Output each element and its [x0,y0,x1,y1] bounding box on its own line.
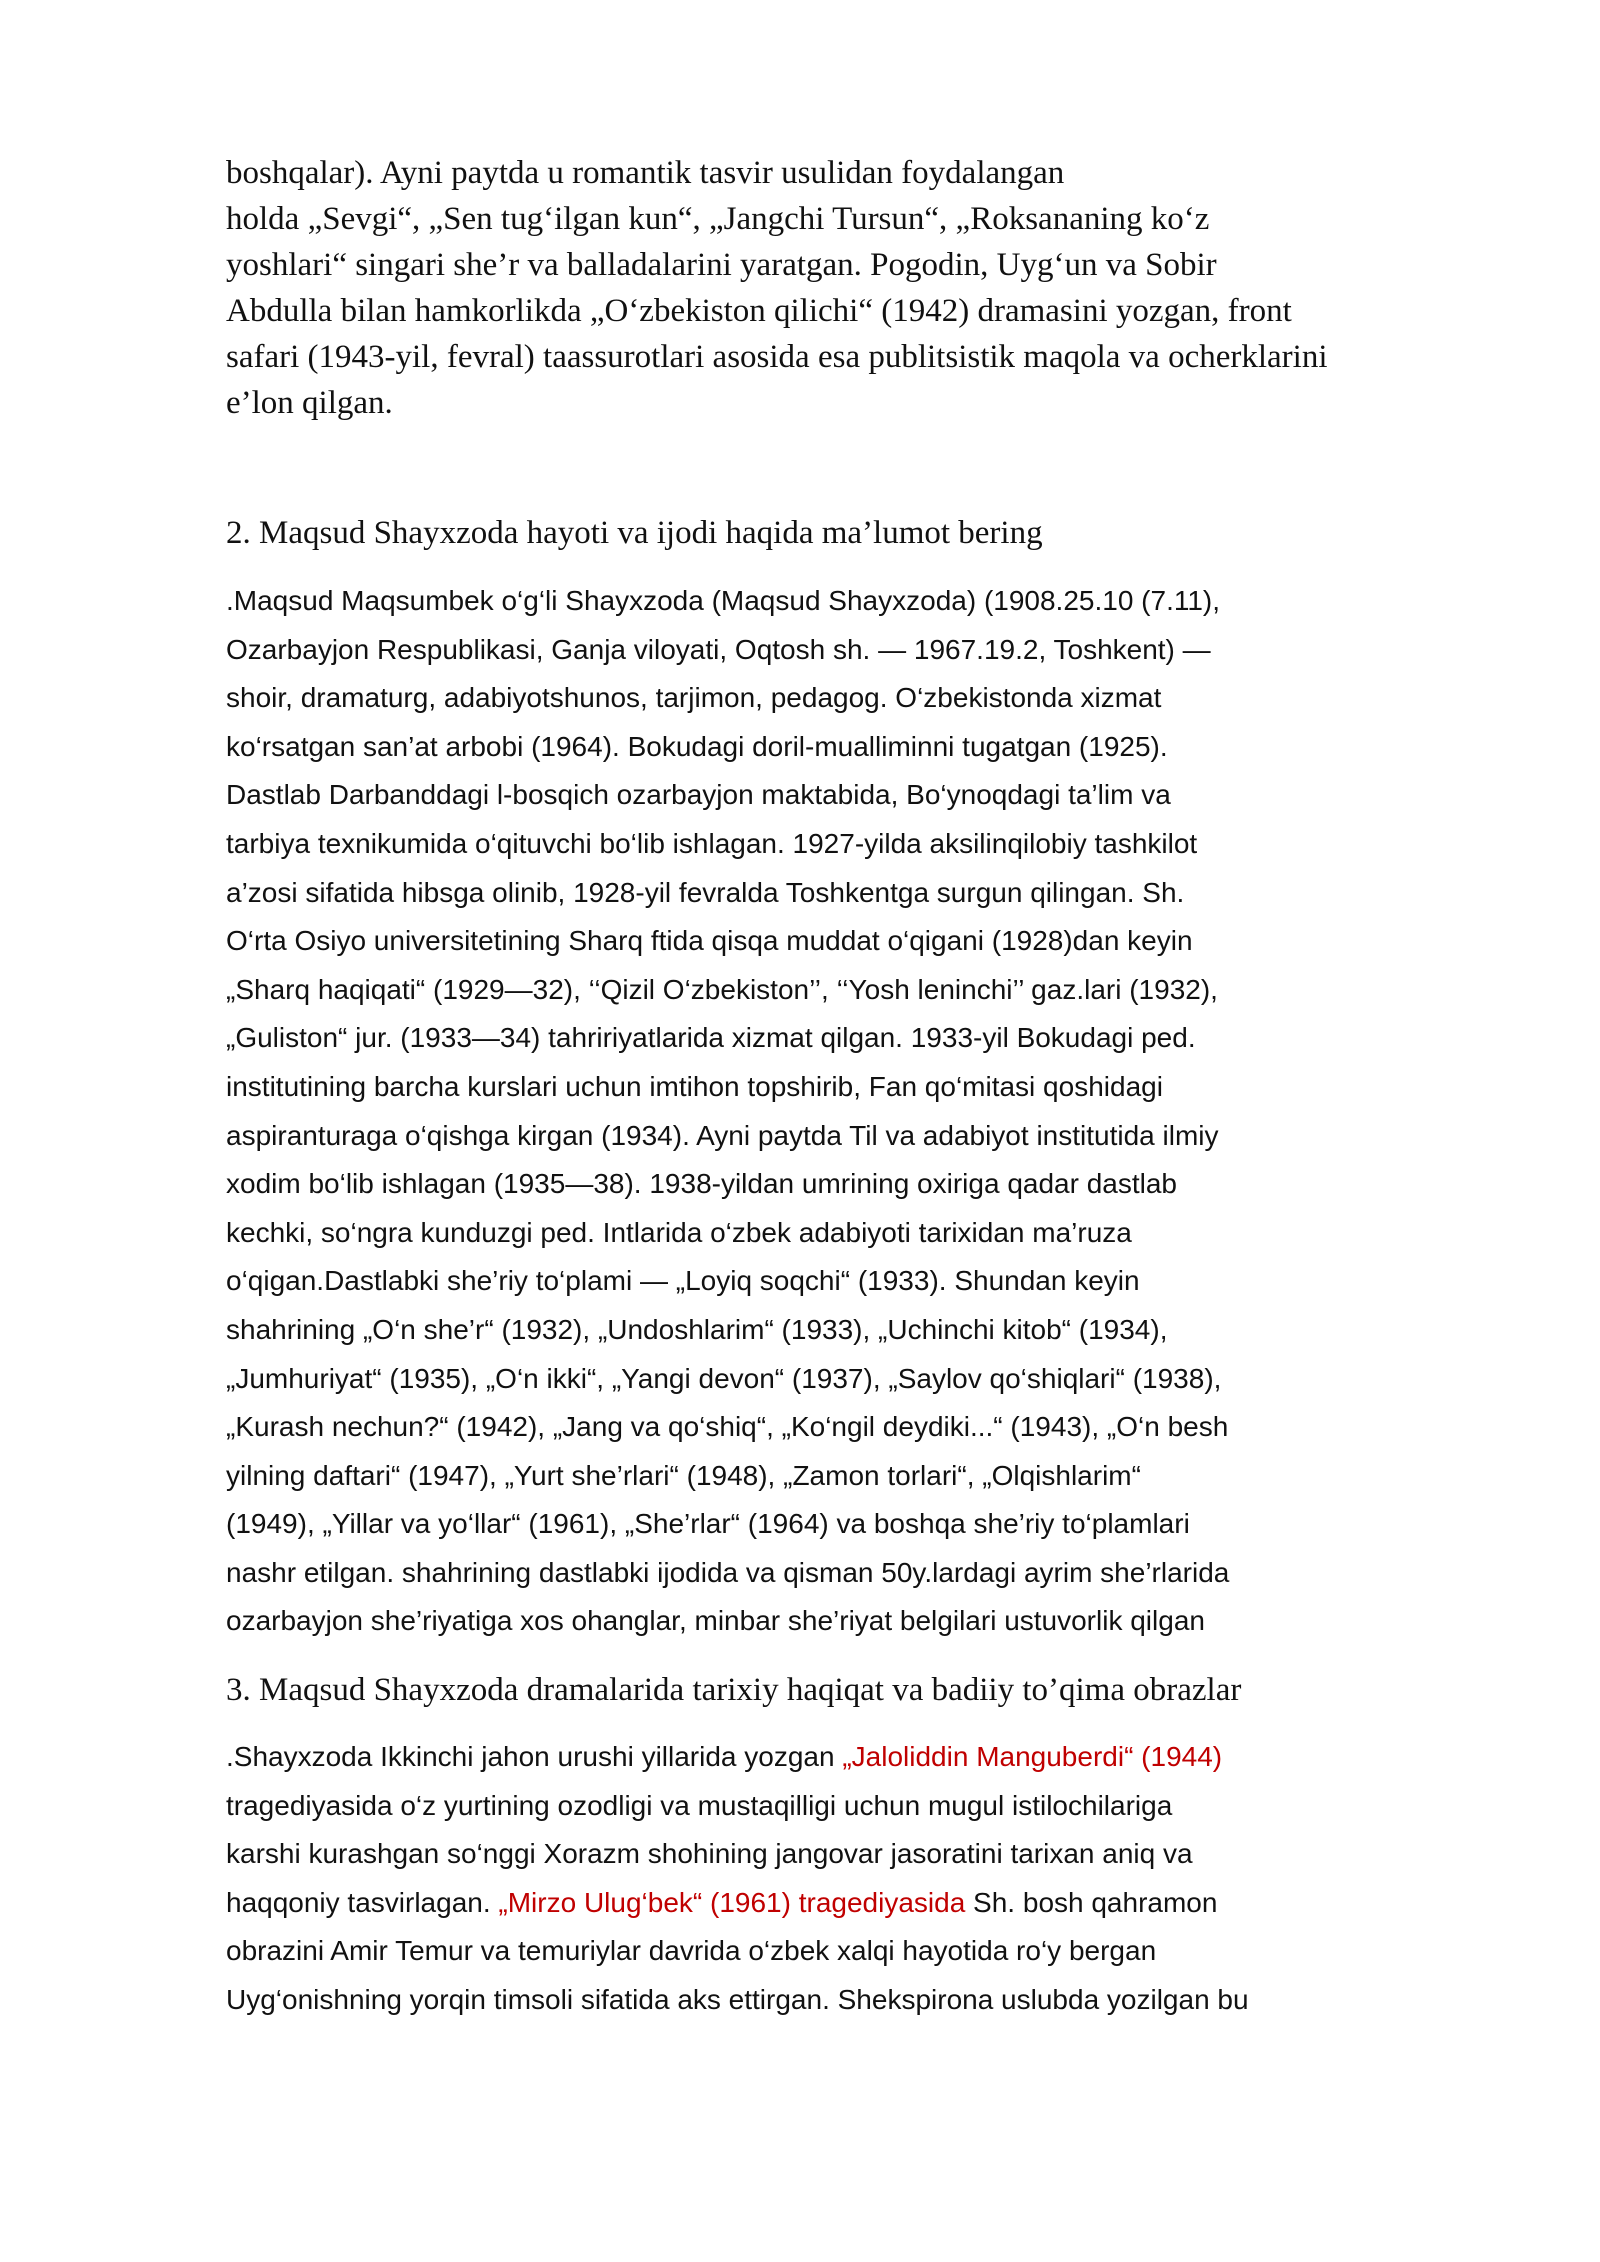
text-segment: tragediyasida o‘z yurtining ozodligi va mustaqilligi uchun mugul istilochilariga [226,1789,1173,1821]
intro-paragraph [226,150,1328,426]
text-line [226,1733,1222,1782]
text-segment: obrazini Amir Temur va temuriylar davrida o‘zbek xalqi hayotida ro‘y bergan [226,1935,1157,1967]
text-line: „Sharq haqiqati“ (1929—32), ‘‘Qizil O‘zbekiston’’, ‘‘Yosh leninchi’’ gaz.lari (1932), [226,973,1218,1005]
text-line: yilning daftari“ (1947), „Yurt she’rlari“ (1948), „Zamon torlari“, „Olqishlarim“ [226,1459,1141,1491]
text-line: boshqalar). Ayni paytda u romantik tasvir usulidan foydalangan [226,155,1065,191]
text-line: shahrining „O‘n she’r“ (1932), „Undoshlarim“ (1933), „Uchinchi kitob“ (1934), [226,1313,1168,1345]
text-line: Ozarbayjon Respublikasi, Ganja viloyati, Oqtosh sh. — 1967.19.2, Toshkent) — [226,633,1211,665]
section-2-body [226,577,1229,1646]
text-line [226,1879,1217,1928]
text-line [226,1976,1249,2025]
section-heading-text: 2. Maqsud Shayxzoda hayoti va ijodi haqida ma’lumot bering [226,515,1043,551]
text-line: .Maqsud Maqsumbek o‘g‘li Shayxzoda (Maqsud Shayxzoda) (1908.25.10 (7.11), [226,585,1221,616]
text-line: a’zosi sifatida hibsga olinib, 1928-yil fevralda Toshkentga surgun qilingan. Sh. [226,876,1185,908]
text-line: nashr etilgan. shahrining dastlabki ijodida va qisman 50y.lardagi ayrim she’rlarida [226,1556,1230,1588]
text-segment: karshi kurashgan so‘nggi Xorazm shohining jangovar jasoratini tarixan aniq va [226,1838,1193,1870]
section-2-heading [226,510,1043,556]
drama-title-highlight: „Mirzo Ulug‘bek“ (1961) tragediyasida [498,1886,966,1918]
section-3-heading [226,1667,1241,1713]
text-line: tarbiya texnikumida o‘qituvchi bo‘lib ishlagan. 1927-yilda aksilinqilobiy tashkilot [226,827,1198,859]
text-line: xodim bo‘lib ishlagan (1935—38). 1938-yildan umrining oxiriga qadar dastlab [226,1168,1178,1200]
text-line: shoir, dramaturg, adabiyotshunos, tarjimon, pedagog. O‘zbekistonda xizmat [226,682,1162,714]
text-line [226,1782,1172,1831]
text-line: ko‘rsatgan san’at arbobi (1964). Bokudagi doril-mualliminni tugatgan (1925). [226,730,1168,762]
text-segment: .Shayxzoda Ikkinchi jahon urushi yillarida yozgan [226,1741,843,1772]
text-line: „Jumhuriyat“ (1935), „O‘n ikki“, „Yangi devon“ (1937), „Saylov qo‘shiqlari“ (1938), [226,1362,1222,1394]
text-line: e’lon qilgan. [226,385,393,421]
text-line [226,1927,1156,1976]
text-line: safari (1943-yil, fevral) taassurotlari asosida esa publitsistik maqola va ocherklarini [226,339,1328,375]
text-line: O‘rta Osiyo universitetining Sharq ftida qisqa muddat o‘qigani (1928)dan keyin [226,925,1193,957]
text-segment: Sh. bosh qahramon [965,1886,1218,1918]
text-segment: Uyg‘onishning yorqin timsoli sifatida aks ettirgan. Shekspirona uslubda yozilgan bu [226,1983,1249,2015]
text-line: institutining barcha kurslari uchun imtihon topshirib, Fan qo‘mitasi qoshidagi [226,1070,1163,1102]
text-segment: haqqoniy tasvirlagan. [226,1886,499,1918]
section-3-body [226,1733,1249,2025]
text-line: „Kurash nechun?“ (1942), „Jang va qo‘shiq“, „Ko‘ngil deydiki...“ (1943), „O‘n besh [226,1411,1229,1443]
text-line: yoshlari“ singari she’r va balladalarini yaratgan. Pogodin, Uyg‘un va Sobir [226,247,1217,283]
text-line: kechki, so‘ngra kunduzgi ped. Intlarida o‘zbek adabiyoti tarixidan ma’ruza [226,1216,1132,1248]
section-heading-text: 3. Maqsud Shayxzoda dramalarida tarixiy haqiqat va badiiy to’qima obrazlar [226,1672,1242,1708]
text-line: holda „Sevgi“, „Sen tug‘ilgan kun“, „Jangchi Tursun“, „Roksananing ko‘z [226,201,1210,237]
text-line: o‘qigan.Dastlabki she’riy to‘plami — „Loyiq soqchi“ (1933). Shundan keyin [226,1265,1140,1297]
text-line: Abdulla bilan hamkorlikda „O‘zbekiston qilichi“ (1942) dramasini yozgan, front [226,293,1292,329]
text-line [226,1830,1193,1879]
text-line: aspiranturaga o‘qishga kirgan (1934). Ayni paytda Til va adabiyot institutida ilmiy [226,1119,1219,1151]
text-line: Dastlab Darbanddagi l-bosqich ozarbayjon maktabida, Bo‘ynoqdagi ta’lim va [226,779,1171,811]
text-line: „Guliston“ jur. (1933—34) tahririyatlarida xizmat qilgan. 1933-yil Bokudagi ped. [226,1022,1196,1054]
text-line: ozarbayjon she’riyatiga xos ohanglar, minbar she’riyat belgilari ustuvorlik qilgan [226,1605,1205,1637]
text-line: (1949), „Yillar va yo‘llar“ (1961), „She’rlar“ (1964) va boshqa she’riy to‘plamlari [226,1508,1190,1540]
drama-title-highlight: „Jaloliddin Manguberdi“ (1944) [842,1741,1223,1772]
